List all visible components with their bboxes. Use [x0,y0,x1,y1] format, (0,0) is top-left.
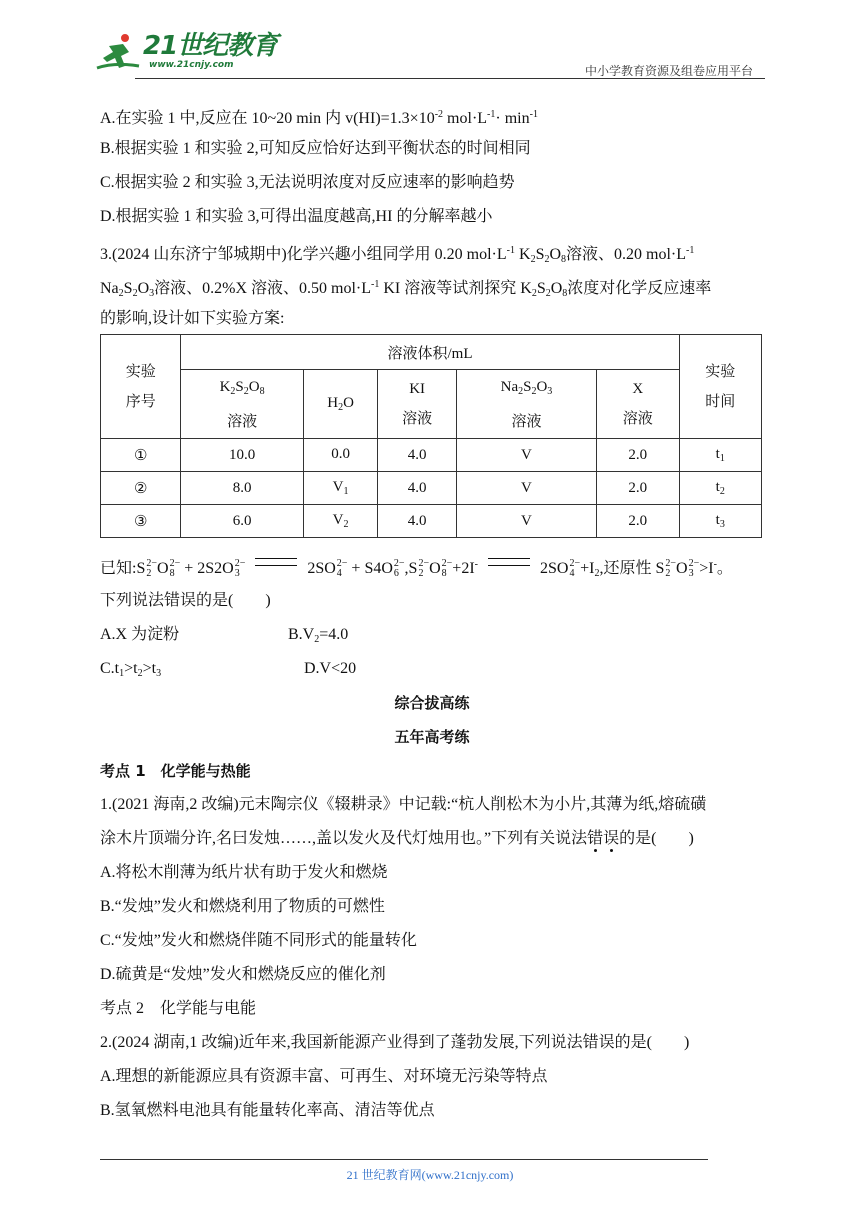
logo-url: www.21cnjy.com [149,60,234,70]
question-1-line-1: 1.(2021 海南,2 改编)元末陶宗仪《辍耕录》中记载:“杭人削松木为小片,其薄为纸,熔硫磺 [100,796,707,813]
option-1d: D.硫黄是“发烛”发火和燃烧反应的催化剂 [100,966,386,983]
question-3-line-3: 的影响,设计如下实验方案: [100,310,285,327]
question-2-line-1: 2.(2024 湖南,1 改编)近年来,我国新能源产业得到了蓬勃发展,下列说法错误的是( ) [100,1034,690,1051]
option-1b: B.“发烛”发火和燃烧利用了物质的可燃性 [100,898,385,915]
table-row: ① 10.0 0.0 4.0 V 2.0 $t_1$ [101,439,762,472]
option-2-new-b: B.氢氧燃料电池具有能量转化率高、清洁等优点 [100,1102,435,1119]
footer-link[interactable]: 21 世纪教育网(www.21cnjy.com) [346,1168,514,1182]
header-exp-no: 实验 序号 [101,335,181,439]
equals-sign [255,558,297,566]
option-2c: C.根据实验 2 和实验 3,无法说明浓度对反应速率的影响趋势 [100,174,515,191]
option-2d: D.根据实验 1 和实验 3,可得出温度越高,HI 的分解率越小 [100,208,493,225]
option-1c: C.“发烛”发火和燃烧伴随不同形式的能量转化 [100,932,417,949]
logo-title: 21世纪教育 [143,31,278,61]
header-volume: 溶液体积/mL [181,335,679,370]
col-h2o: $H_2O$ [303,370,378,439]
site-logo[interactable] [95,32,277,74]
col-na2s2o3: $Na_2S_2O_3$ 溶液 [456,370,596,439]
page-header [95,28,765,80]
option-3c: $C.t_1>t_2>t_3$ [100,660,162,679]
header-exp-time: 实验 时间 [679,335,761,439]
experiment-table [100,334,762,538]
table-row: ② 8.0 $V_1$ 4.0 V 2.0 $t_2$ [101,472,762,505]
question-3-line-2: $Na_2S_2O_3$溶液、0.2%X 溶液、0.50 $mol\cdot L^{-1}$ KI 溶液等试剂探究 $K_2S_2O_8$浓度对化学反应速率 [100,279,712,299]
question-3-ask: 下列说法错误的是( ) [100,592,271,609]
runner-logo-icon [95,32,141,74]
option-3d: D.V<20 [304,660,357,677]
question-1-line-2: 涂木片顶端分许,名曰发烛……,盖以发火及代灯烛用也。”下列有关说法错误的是( ) [100,830,694,847]
topic-heading-2: 考点 2 化学能与电能 [100,1000,257,1017]
topic-heading-1: 考点 1 化学能与热能 [100,762,251,780]
option-3a: A.X 为淀粉 [100,626,180,643]
section-title-2: 五年高考练 [394,728,470,746]
header-divider [135,78,765,79]
table-row: ③ 6.0 $V_2$ 4.0 V 2.0 $t_3$ [101,505,762,538]
equals-sign [488,558,530,566]
platform-name: 中小学教育资源及组卷应用平台 [584,64,753,78]
option-3b: $B.V_2=4.0$ [288,626,349,645]
col-x: X 溶液 [597,370,679,439]
option-2a: A.在实验 1 中,反应在 10~20 min 内 $v(HI)=1.3\times 10^{-2}$ $mol\cdot L^{-1}\cdot \min^{-1}$ [100,109,538,127]
known-equations: 已知:S 2− 2 O 2− 8 + 2S2O 2− 3 2SO 2− 4 + S4O 2− 6 ,S 2− 2 O 2− 8 +2I- 2SO 2− 4 $+I_2$,还原性 S 2− 2 O 2− 3 >I-。 [100,558,733,580]
col-ki: KI 溶液 [378,370,456,439]
footer-divider [100,1159,708,1160]
option-2b: B.根据实验 1 和实验 2,可知反应恰好达到平衡状态的时间相同 [100,140,531,157]
option-2-new-a: A.理想的新能源应具有资源丰富、可再生、对环境无污染等特点 [100,1068,548,1085]
col-k2s2o8: $K_2S_2O_8$ 溶液 [181,370,303,439]
section-title-1: 综合拔高练 [394,694,470,712]
option-1a: A.将松木削薄为纸片状有助于发火和燃烧 [100,864,388,881]
question-3-line-1: 3.(2024 山东济宁邹城期中)化学兴趣小组同学用 0.20 $mol\cdot L^{-1}$ $K_2S_2O_8$溶液、0.20 $mol\cdot L^{-1}$ [100,245,695,265]
